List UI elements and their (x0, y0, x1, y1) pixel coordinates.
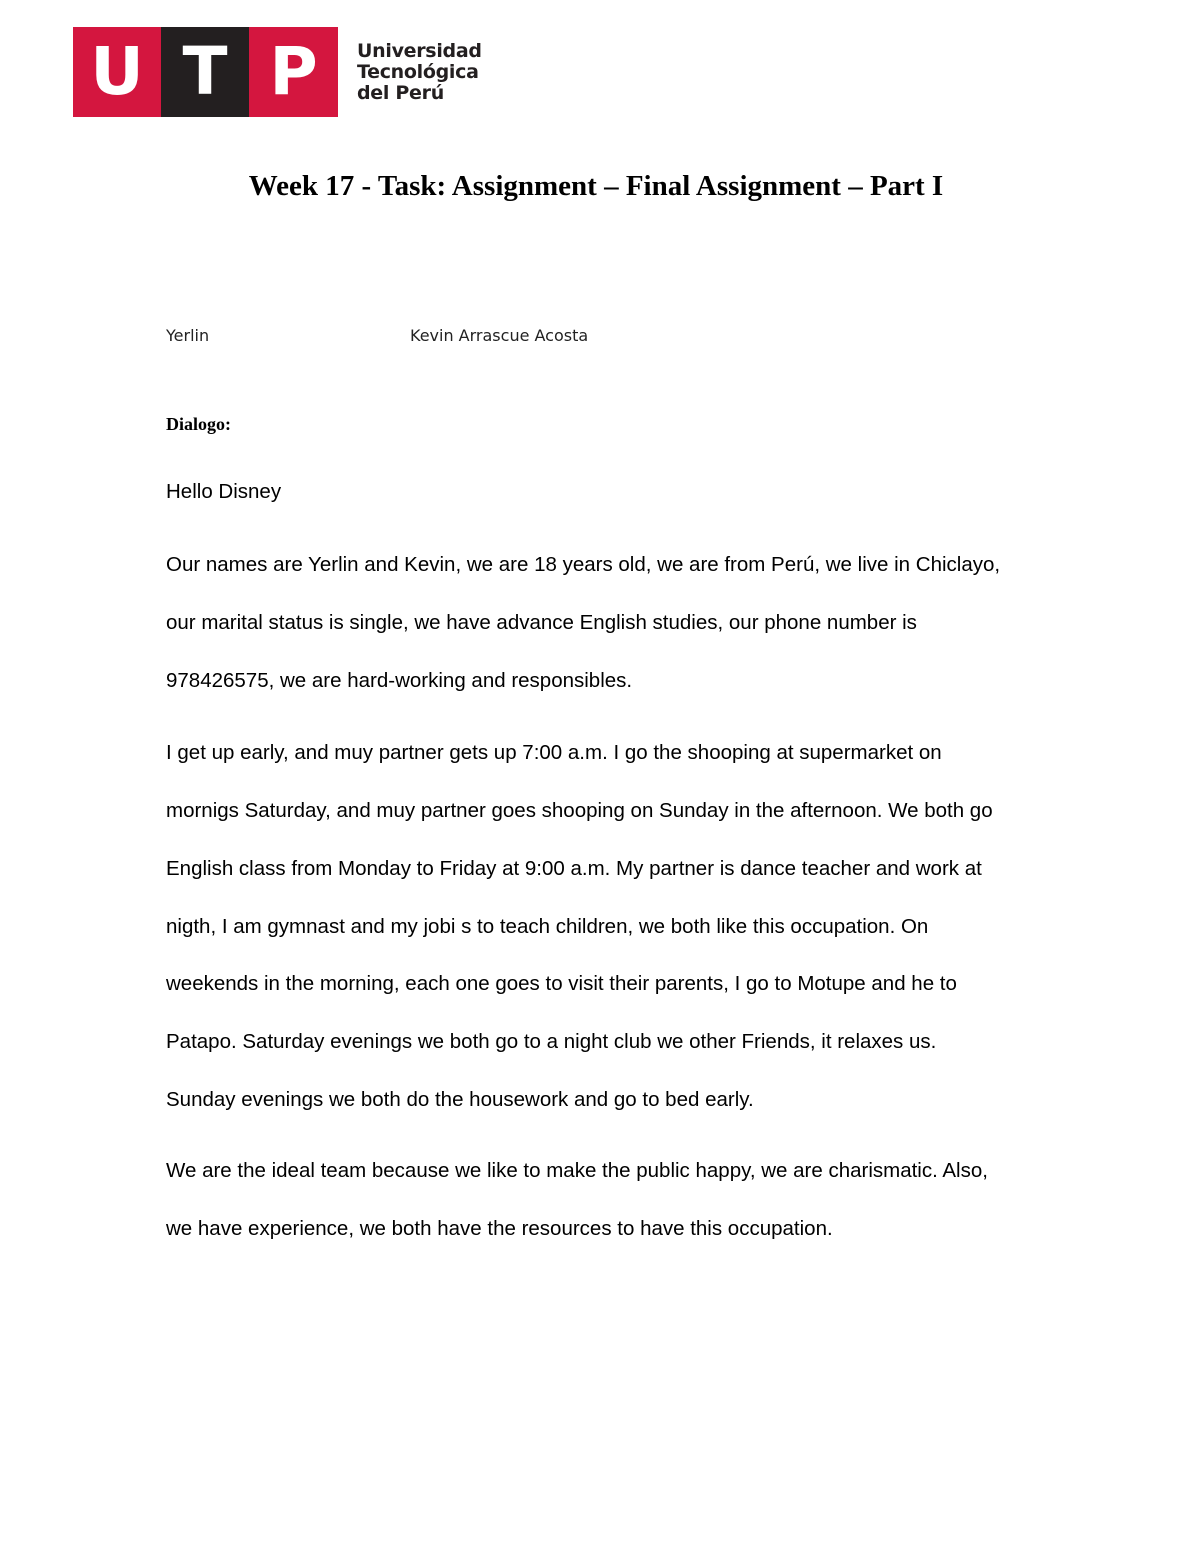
paragraph-2-line: mornigs Saturday, and muy partner goes shooping on Sunday in the afternoon. We both go (166, 799, 993, 822)
paragraph-1-line: Our names are Yerlin and Kevin, we are 18 years old, we are from Perú, we live in Chiclayo, (166, 553, 1001, 576)
utp-logo-mark (73, 27, 338, 117)
utp-logo (73, 27, 482, 117)
paragraph-2-line: nigth, I am gymnast and my jobi s to teach children, we both like this occupation. On (166, 915, 929, 938)
university-name-line-1: Universidad (357, 39, 482, 62)
paragraph-1-line: our marital status is single, we have advance English studies, our phone number is (166, 611, 917, 634)
paragraph-2-line: Patapo. Saturday evenings we both go to a night club we other Friends, it relaxes us. (166, 1030, 937, 1053)
author-name-2: Kevin Arrascue Acosta (410, 326, 589, 345)
university-name-line-2: Tecnológica (357, 60, 479, 83)
paragraph-2-line: English class from Monday to Friday at 9:00 a.m. My partner is dance teacher and work at (166, 857, 982, 880)
university-name-line-3: del Perú (357, 81, 444, 104)
paragraph-3-line: we have experience, we both have the resources to have this occupation. (166, 1217, 833, 1240)
paragraph-2-line: Sunday evenings we both do the housework and go to bed early. (166, 1088, 754, 1111)
section-label: Dialogo: (166, 414, 231, 434)
author-name-1: Yerlin (166, 326, 210, 345)
document-title: Week 17 - Task: Assignment – Final Assignment – Part I (248, 170, 944, 202)
paragraph-3-line: We are the ideal team because we like to make the public happy, we are charismatic. Also, (166, 1159, 988, 1182)
logo-letter-p: P (249, 27, 338, 117)
paragraph-2-line: weekends in the morning, each one goes to visit their parents, I go to Motupe and he to (166, 972, 957, 995)
university-name (357, 41, 482, 104)
paragraph-2-line: I get up early, and muy partner gets up 7:00 a.m. I go the shooping at supermarket on (166, 741, 942, 764)
logo-letter-u: U (73, 27, 161, 117)
greeting-text: Hello Disney (166, 480, 282, 503)
logo-letter-t: T (161, 27, 249, 117)
paragraph-1-line: 978426575, we are hard-working and responsibles. (166, 669, 633, 692)
